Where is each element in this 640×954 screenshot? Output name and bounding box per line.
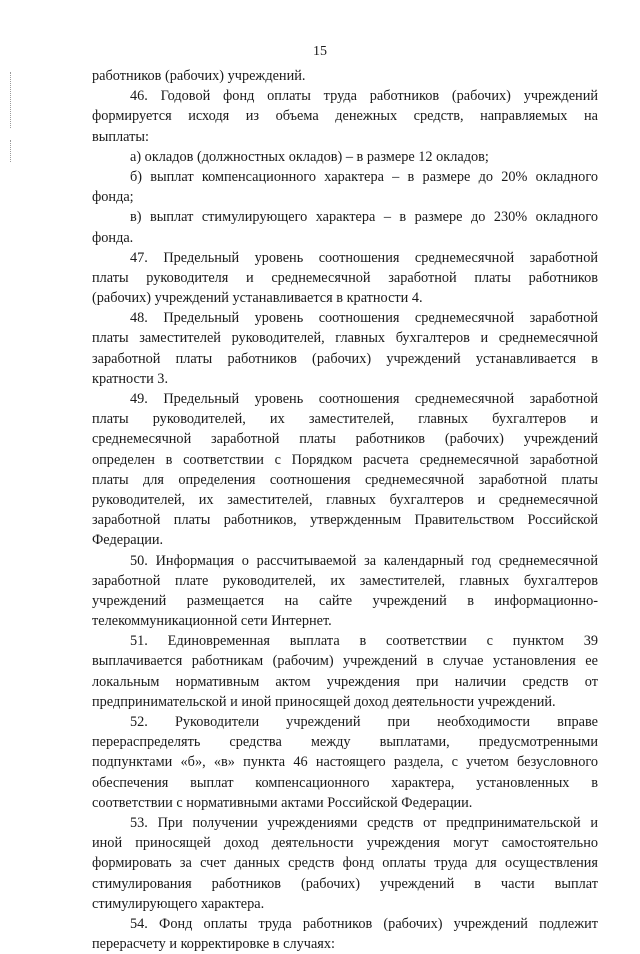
text-line: (рабочих) учреждений устанавливается в кратности 4. — [92, 290, 423, 307]
text-line: в) выплат стимулирующего характера – в размере до 230% окладного — [130, 209, 598, 226]
text-line: платы для определения соотношения среднемесячной заработной платы — [92, 471, 598, 488]
text-line: 50. Информация о рассчитываемой за календарный год среднемесячной — [130, 552, 598, 569]
text-line: определен в соответствии с Порядком расчета среднемесячной заработной — [92, 451, 598, 468]
text-line: выплачивается работникам (рабочим) учреждений в случае установления ее — [92, 653, 598, 670]
text-line: учреждений размещается на сайте учреждений в информационно- — [92, 592, 598, 609]
text-line: соответствии с нормативными актами Российской Федерации. — [92, 794, 473, 811]
text-line: платы руководителей, их заместителей, главных бухгалтеров и — [92, 411, 598, 428]
text-line: выплаты: — [92, 128, 149, 145]
text-line: а) окладов (должностных окладов) – в размере 12 окладов; — [130, 148, 489, 165]
binding-margin-mark — [10, 140, 11, 162]
text-line: локальным нормативным актом учреждения при наличии средств от — [92, 673, 598, 690]
text-line: стимулирующего характера. — [92, 895, 265, 912]
text-line: обеспечения выплат компенсационного характера, установленных в — [92, 774, 598, 791]
text-line: подпунктами «б», «в» пункта 46 настоящего раздела, с учетом безусловного — [92, 754, 598, 771]
text-line: 53. При получении учреждениями средств от предпринимательской и — [130, 814, 598, 831]
text-line: 52. Руководители учреждений при необходимости вправе — [130, 714, 598, 730]
text-line: заработной платы работников, утвержденным Правительством Российской — [92, 512, 598, 529]
text-line: среднемесячной заработной платы работников (рабочих) учреждений — [92, 431, 598, 448]
text-line: 47. Предельный уровень соотношения среднемесячной заработной — [130, 249, 598, 266]
text-line: 48. Предельный уровень соотношения среднемесячной заработной — [130, 310, 598, 327]
text-line: перерасчету и корректировке в случаях: — [92, 936, 335, 953]
binding-margin-mark — [10, 72, 11, 128]
text-line: 46. Годовой фонд оплаты труда работников (рабочих) учреждений — [130, 88, 598, 105]
text-line: 54. Фонд оплаты труда работников (рабочих) учреждений подлежит — [130, 915, 598, 932]
text-line: 49. Предельный уровень соотношения среднемесячной заработной — [130, 391, 598, 407]
text-line: формировать за счет данных средств фонд оплаты труда для осуществления — [92, 855, 598, 872]
text-line: перераспределять средства между выплатами, предусмотренными — [92, 734, 598, 751]
text-line: кратности 3. — [92, 370, 169, 387]
text-line: заработной платы работников (рабочих) учреждений устанавливается в — [92, 350, 598, 367]
text-line: работников (рабочих) учреждений. — [92, 68, 306, 84]
text-line: предпринимательской и иной приносящей доход деятельности учреждений. — [92, 693, 556, 710]
text-line: платы заместителей руководителей, главных бухгалтеров и среднемесячной — [92, 330, 598, 347]
text-line: б) выплат компенсационного характера – в размере до 20% окладного — [130, 168, 598, 185]
page-number: 15 — [313, 44, 327, 59]
text-line: заработной плате руководителей, их заместителей, главных бухгалтеров — [92, 572, 598, 589]
text-line: телекоммуникационной сети Интернет. — [92, 613, 332, 630]
text-line: фонда; — [92, 189, 134, 206]
text-line: фонда. — [92, 229, 134, 246]
text-line: иной приносящей доход деятельности учреждения могут самостоятельно — [92, 835, 598, 852]
text-line: формируется исходя из объема денежных средств, направляемых на — [92, 108, 598, 125]
text-line: Федерации. — [92, 532, 164, 549]
text-line: платы руководителя и среднемесячной заработной платы работников — [92, 269, 598, 286]
document-body — [92, 66, 598, 954]
text-line: руководителей, их заместителей, главных бухгалтеров и среднемесячной — [92, 491, 598, 508]
text-line: 51. Единовременная выплата в соответствии с пунктом 39 — [130, 633, 598, 650]
text-line: стимулирования работников (рабочих) учреждений в части выплат — [92, 875, 598, 892]
